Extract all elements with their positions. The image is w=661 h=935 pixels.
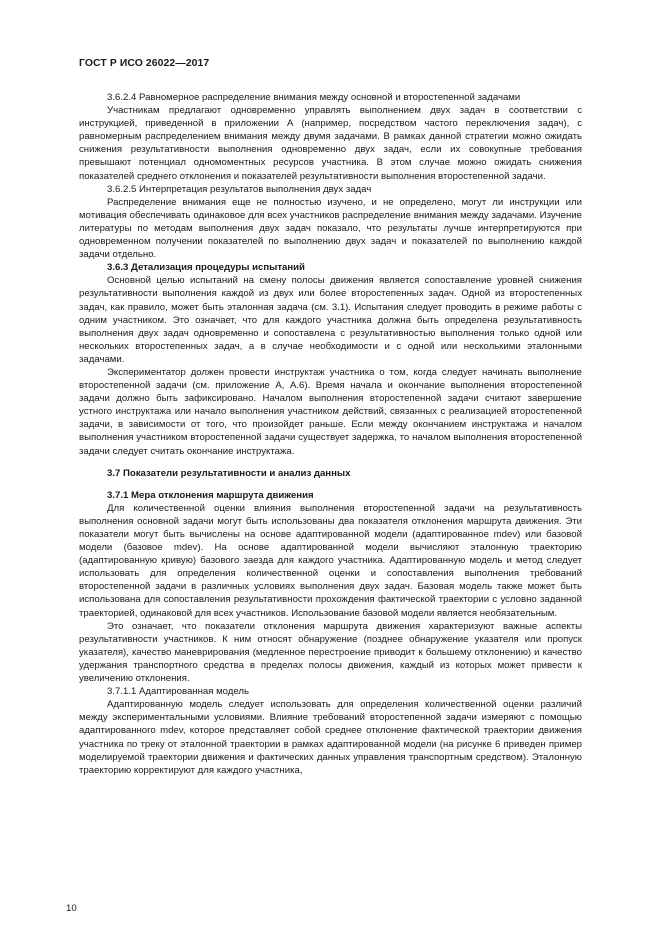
section-3-7-1-paragraph-2: Это означает, что показатели отклонения маршрута движения характеризуют важные аспекты результативности участников. К ним относят обнаружение (позднее обнаружение указателя или пропуск указателя), качество маневрирования (медленное перестроение приводит к большему отклонению) и качество удержания транспортного средства в пределах полосы движения, каждый из которых может привести к увеличению отклонения. [79, 620, 582, 685]
page-number: 10 [66, 903, 77, 914]
section-3-7-heading: 3.7 Показатели результативности и анализ данных [107, 467, 351, 479]
document-body [79, 91, 582, 777]
section-3-6-2-4-heading: 3.6.2.4 Равномерное распределение внимания между основной и второстепенной задачами [107, 92, 521, 103]
section-3-6-2-4-paragraph: Участникам предлагают одновременно управлять выполнением двух задач в соответствии с инструкцией, приведенной в приложении А (например, посредством частого переключения задач), с равномерным распределением внимания между двумя задачами. В рамках данной стратегии можно ожидать снижения результативности выполнения одновременно двух задач, если их совокупные требования превышают потенциал одномоментных ресурсов участника. В этом случае можно ожидать снижения показателей среднего отклонения и показателей результативности выполнения второстепенной задачи. [79, 105, 582, 182]
section-3-7-1-1-paragraph: Адаптированную модель следует использовать для определения количественной оценки различий между экспериментальными условиями. Влияние требований второстепенной задачи измеряют с помощью адаптированного mdev, которое представляет собой среднее отклонение фактической траектории движения участника по треку от эталонной траектории в рамках адаптированной модели (на рисунке 6 приведен пример моделируемой траектории движения и фактических данных управления транспортным средством). Эталонную траекторию корректируют для каждого участника, [79, 699, 582, 776]
section-3-6-3-heading: 3.6.3 Детализация процедуры испытаний [107, 262, 305, 274]
section-3-7-1-paragraph-1: Для количественной оценки влияния выполнения второстепенной задачи на результативность выполнения основной задачи могут быть использованы два показателя отклонения маршрута движения. Эти показатели могут быть вычислены на основе адаптированной модели (адаптированное mdev) или базовой модели (базовое mdev). На основе адаптированной модели вычисляют эталонную траекторию (адаптированную кривую) базового заезда для каждого участника. Адаптированную модель и метод следует использовать для определения количественной оценки и сопоставления выполнения требований второстепенной задачи в различных условиях выполнения двух задач. Базовая модель также может быть использована для сопоставления результативности прохождения фактической траектории с условно заданной траекторией, одинаковой для всех участников. Использование базовой модели является необязательным. [79, 502, 582, 619]
section-3-6-3-paragraph-2: Экспериментатор должен провести инструктаж участника о том, когда следует начинать выполнение второстепенной задачи (см. приложение А, А.6). Время начала и окончание выполнения второстепенной задачи должно быть зафиксировано. Началом выполнения второстепенной задачи считают завершение устного инструктажа или начало выполнения участником действий, связанных с реализацией второстепенной задачи, в зависимости от того, что произойдет раньше. Если между окончанием инструктажа и началом выполнения участником второстепенной задачи существует задержка, то началом выполнения второстепенной задачи следует считать окончание инструктажа. [79, 366, 582, 457]
section-3-6-2-5-paragraph: Распределение внимания еще не полностью изучено, и не определено, могут ли инструкции или мотивация обеспечивать одинаковое для всех участников распределение внимания между задачами. Изучение литературы по методам выполнения двух задач показало, что результаты лучше интерпретируются при одновременном получении показателей по выполнению двух задач и показателей по выполнению каждой задачи отдельно. [79, 196, 582, 261]
section-3-6-3-paragraph-1: Основной целью испытаний на смену полосы движения является сопоставление уровней снижения результативности выполнения каждой из двух или более второстепенных задач. Одной из второстепенных задач, как правило, может быть эталонная задача (см. 3.1). Испытания следует проводить в режиме работы с одним участником. Это означает, что для каждого участника должна быть определена результативность выполнения двух задач одновременно и сопоставлена с результативностью выполнения только одной или нескольких второстепенных задач, а в случае необходимости и с одной или несколькими эталонными задачами. [79, 275, 582, 365]
section-3-7-1-1-heading: 3.7.1.1 Адаптированная модель [107, 686, 250, 698]
section-3-6-2-5-heading: 3.6.2.5 Интерпретация результатов выполнения двух задач [107, 183, 372, 195]
document-header: ГОСТ Р ИСО 26022—2017 [79, 58, 210, 69]
section-3-7-1-heading: 3.7.1 Мера отклонения маршрута движения [107, 489, 314, 501]
